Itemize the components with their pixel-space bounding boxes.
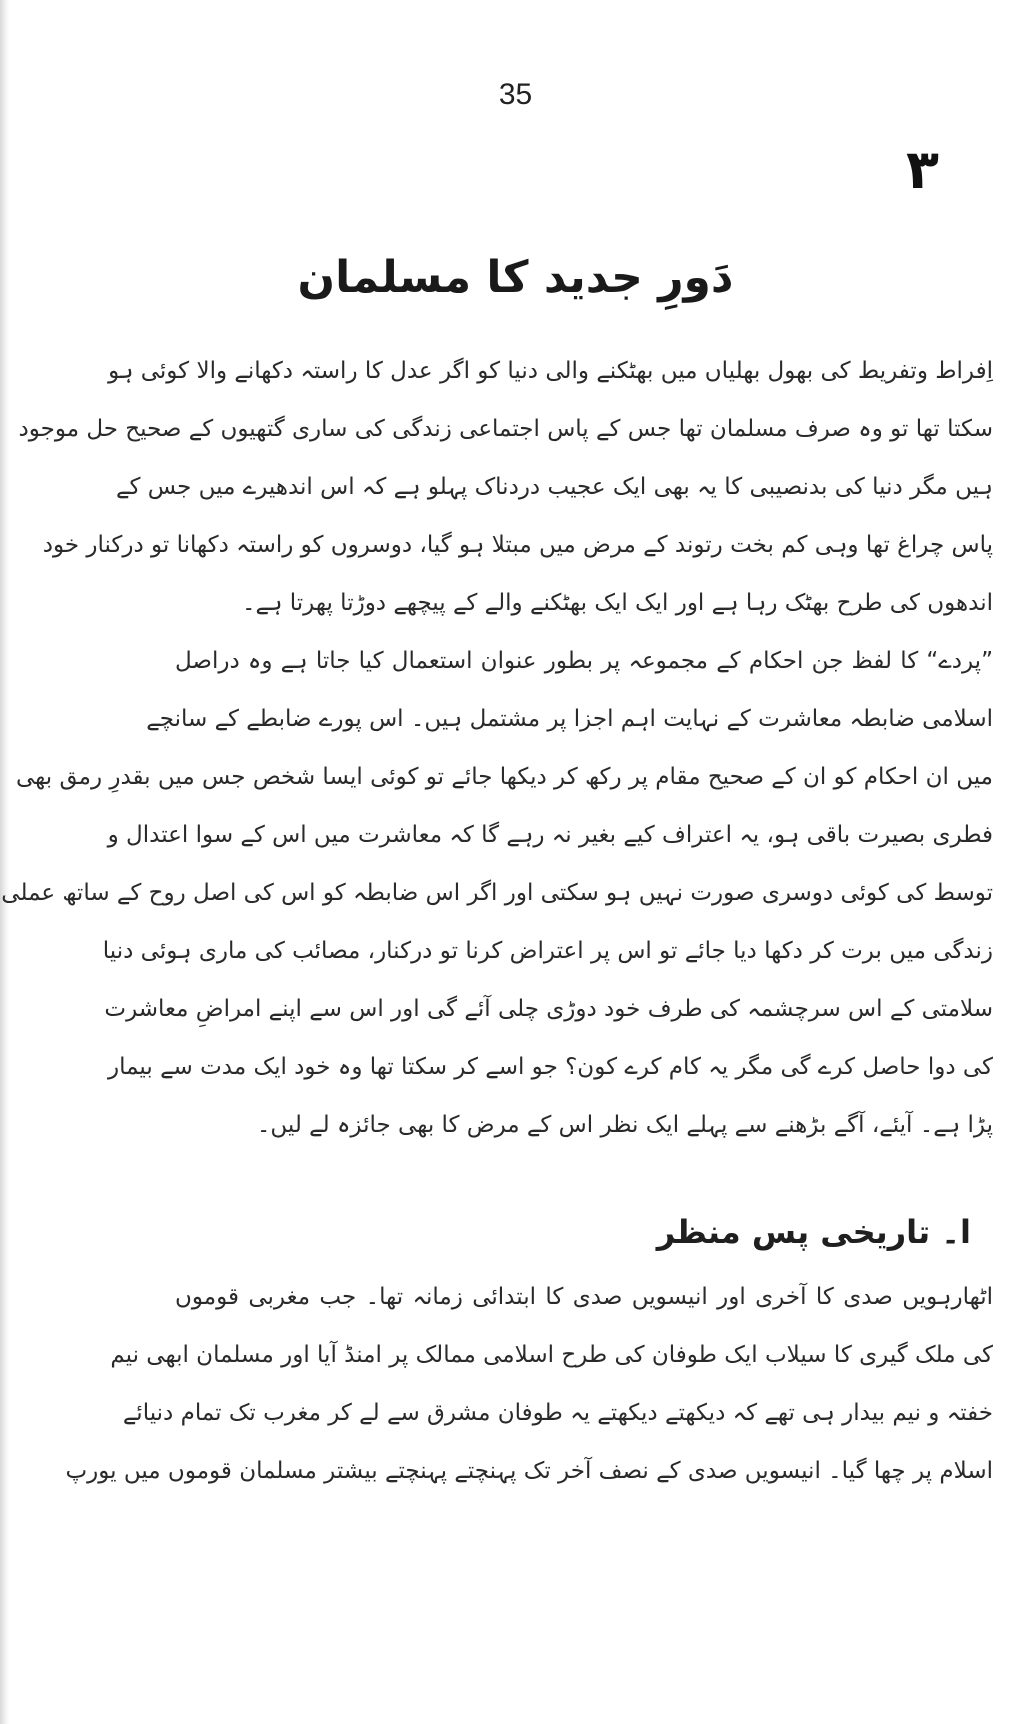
section-text-block: [65, 1268, 993, 1500]
intro-text-block: [1, 342, 993, 1154]
text-line: سلامتی کے اس سرچشمہ کی طرف خود دوڑی چلی آئے گی اور اس سے اپنے امراضِ معاشرت: [104, 996, 993, 1022]
text-line: کی ملک گیری کا سیلاب ایک طوفان کی طرح اسلامی ممالک پر امنڈ آیا اور مسلمان ابھی نیم: [110, 1342, 993, 1368]
text-line: خفتہ و نیم بیدار ہی تھے کہ دیکھتے دیکھتے یہ طوفان مشرق سے لے کر مغرب تک تمام دنیائے: [122, 1400, 993, 1426]
text-line: اسلامی ضابطہ معاشرت کے نہایت اہم اجزا پر مشتمل ہیں۔ اس پورے ضابطے کے سانچے: [146, 706, 993, 732]
text-line: اٹھارہویں صدی کا آخری اور انیسویں صدی کا ابتدائی زمانہ تھا۔ جب مغربی قوموں: [175, 1284, 993, 1310]
text-line: پڑا ہے۔ آیئے، آگے بڑھنے سے پہلے ایک نظر اس کے مرض کا بھی جائزہ لے لیں۔: [256, 1112, 993, 1138]
text-line: زندگی میں برت کر دکھا دیا جائے تو اس پر اعتراض کرنا تو درکنار، مصائب کی ماری ہوئی دنیا: [102, 938, 993, 964]
text-line: اندھوں کی طرح بھٹک رہا ہے اور ایک ایک بھٹکنے والے کے پیچھے دوڑتا پھرتا ہے۔: [242, 590, 993, 616]
chapter-number: ۳: [906, 138, 939, 201]
page-number: 35: [498, 78, 533, 111]
text-line: سکتا تھا تو وہ صرف مسلمان تھا جس کے پاس اجتماعی زندگی کی ساری گتھیوں کے صحیح حل موجود: [18, 416, 993, 442]
section-heading: ا۔ تاریخی پس منظر: [656, 1213, 971, 1251]
text-line: ”پردے“ کا لفظ جن احکام کے مجموعہ پر بطور عنوان استعمال کیا جاتا ہے وہ دراصل: [175, 648, 993, 674]
section-paragraph-1: [65, 1268, 993, 1500]
text-line: ہیں مگر دنیا کی بدنصیبی کا یہ بھی ایک عجیب دردناک پہلو ہے کہ اس اندھیرے میں جس کے: [116, 474, 993, 500]
text-line: کی دوا حاصل کرے گی مگر یہ کام کرے کون؟ جو اسے کر سکتا تھا وہ خود ایک مدت سے بیمار: [108, 1054, 993, 1080]
text-line: اِفراط وتفریط کی بھول بھلیاں میں بھٹکنے والی دنیا کو اگر عدل کا راستہ دکھانے والا کوئی ہو: [108, 358, 993, 384]
chapter-title: دَورِ جدید کا مسلمان: [297, 252, 734, 303]
text-line: اسلام پر چھا گیا۔ انیسویں صدی کے نصف آخر تک پہنچتے پہنچتے بیشتر مسلمان قوموں میں یورپ: [65, 1458, 993, 1484]
paragraph-1: [18, 342, 993, 632]
paragraph-2: [1, 632, 993, 1154]
text-line: توسط کی کوئی دوسری صورت نہیں ہو سکتی اور اگر اس ضابطہ کو اس کی اصل روح کے ساتھ عملی: [1, 880, 993, 906]
text-line: میں ان احکام کو ان کے صحیح مقام پر رکھ کر دیکھا جائے تو کوئی ایسا شخص جس میں بقدرِ رمق بھی: [15, 764, 993, 790]
text-line: فطری بصیرت باقی ہو، یہ اعتراف کیے بغیر نہ رہے گا کہ معاشرت میں اس کے سوا اعتدال و: [107, 822, 993, 848]
text-line: پاس چراغ تھا وہی کم بخت رتوند کے مرض میں مبتلا ہو گیا، دوسروں کو راستہ دکھانا تو درکنار خود: [42, 532, 993, 558]
